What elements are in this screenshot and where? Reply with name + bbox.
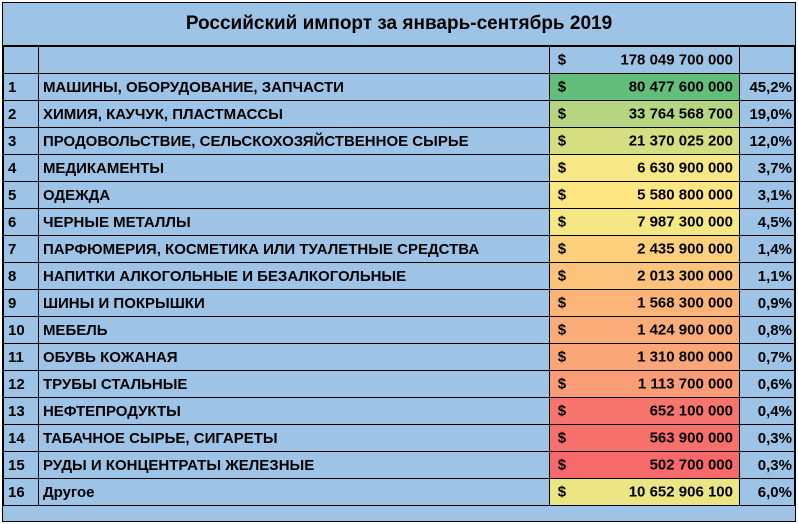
category-name: НЕФТЕПРОДУКТЫ bbox=[38, 398, 549, 425]
amount-cell bbox=[549, 398, 739, 425]
currency-symbol: $ bbox=[557, 375, 567, 393]
table-row bbox=[4, 398, 795, 425]
currency-symbol: $ bbox=[557, 240, 567, 258]
category-name: ТРУБЫ СТАЛЬНЫЕ bbox=[38, 371, 549, 398]
category-name: МАШИНЫ, ОБОРУДОВАНИЕ, ЗАПЧАСТИ bbox=[38, 74, 549, 101]
row-number: 6 bbox=[4, 209, 39, 236]
category-name: ШИНЫ И ПОКРЫШКИ bbox=[38, 290, 549, 317]
amount-value: 10 652 906 100 bbox=[628, 483, 733, 501]
row-number: 3 bbox=[4, 128, 39, 155]
category-name: ТАБАЧНОЕ СЫРЬЕ, СИГАРЕТЫ bbox=[38, 425, 549, 452]
table-row bbox=[4, 101, 795, 128]
currency-symbol: $ bbox=[557, 483, 567, 501]
percent-share: 1,1% bbox=[740, 263, 795, 290]
percent-share: 0,3% bbox=[740, 452, 795, 479]
amount-cell bbox=[549, 74, 739, 101]
amount-value: 6 630 900 000 bbox=[637, 159, 733, 177]
percent-share: 4,5% bbox=[740, 209, 795, 236]
table-row bbox=[4, 344, 795, 371]
percent-share: 1,4% bbox=[740, 236, 795, 263]
currency-symbol: $ bbox=[557, 105, 567, 123]
amount-cell bbox=[549, 317, 739, 344]
import-table bbox=[3, 46, 795, 506]
percent-share: 0,9% bbox=[740, 290, 795, 317]
amount-cell bbox=[549, 479, 739, 506]
amount-value: 1 568 300 000 bbox=[637, 294, 733, 312]
row-number: 11 bbox=[4, 344, 39, 371]
category-name: МЕБЕЛЬ bbox=[38, 317, 549, 344]
currency-symbol: $ bbox=[557, 402, 567, 420]
currency-symbol: $ bbox=[557, 159, 567, 177]
table-row bbox=[4, 479, 795, 506]
amount-value: 21 370 025 200 bbox=[628, 132, 733, 150]
amount-cell bbox=[549, 155, 739, 182]
table-row bbox=[4, 317, 795, 344]
table-row bbox=[4, 209, 795, 236]
amount-cell bbox=[549, 371, 739, 398]
currency-symbol: $ bbox=[557, 186, 567, 204]
amount-value: 563 900 000 bbox=[649, 429, 733, 447]
amount-value: 80 477 600 000 bbox=[628, 78, 733, 96]
amount-cell bbox=[549, 263, 739, 290]
amount-cell bbox=[549, 425, 739, 452]
amount-value: 7 987 300 000 bbox=[637, 213, 733, 231]
amount-cell bbox=[549, 344, 739, 371]
currency-symbol: $ bbox=[557, 132, 567, 150]
total-blank-name bbox=[38, 47, 549, 74]
row-number: 10 bbox=[4, 317, 39, 344]
table-row bbox=[4, 425, 795, 452]
amount-value: 5 580 800 000 bbox=[637, 186, 733, 204]
table-row bbox=[4, 74, 795, 101]
total-amount-cell bbox=[549, 47, 739, 74]
row-number: 8 bbox=[4, 263, 39, 290]
percent-share: 0,7% bbox=[740, 344, 795, 371]
amount-value: 652 100 000 bbox=[649, 402, 733, 420]
amount-cell bbox=[549, 209, 739, 236]
amount-cell bbox=[549, 182, 739, 209]
percent-share: 3,7% bbox=[740, 155, 795, 182]
total-row bbox=[4, 47, 795, 74]
amount-value: 2 013 300 000 bbox=[637, 267, 733, 285]
category-name: ПАРФЮМЕРИЯ, КОСМЕТИКА ИЛИ ТУАЛЕТНЫЕ СРЕДСТВА bbox=[38, 236, 549, 263]
amount-value: 2 435 900 000 bbox=[637, 240, 733, 258]
percent-share: 0,6% bbox=[740, 371, 795, 398]
amount-cell bbox=[549, 128, 739, 155]
table-row bbox=[4, 128, 795, 155]
total-blank-pct bbox=[740, 47, 795, 74]
amount-value: 1 310 800 000 bbox=[637, 348, 733, 366]
table-row bbox=[4, 263, 795, 290]
amount-value: 502 700 000 bbox=[649, 456, 733, 474]
row-number: 16 bbox=[4, 479, 39, 506]
percent-share: 0,3% bbox=[740, 425, 795, 452]
percent-share: 12,0% bbox=[740, 128, 795, 155]
amount-cell bbox=[549, 452, 739, 479]
row-number: 7 bbox=[4, 236, 39, 263]
amount-value: 1 113 700 000 bbox=[637, 375, 733, 393]
category-name: ПРОДОВОЛЬСТВИЕ, СЕЛЬСКОХОЗЯЙСТВЕННОЕ СЫРЬЕ bbox=[38, 128, 549, 155]
category-name: НАПИТКИ АЛКОГОЛЬНЫЕ И БЕЗАЛКОГОЛЬНЫЕ bbox=[38, 263, 549, 290]
percent-share: 0,4% bbox=[740, 398, 795, 425]
currency-symbol: $ bbox=[557, 267, 567, 285]
currency-symbol: $ bbox=[557, 78, 567, 96]
row-number: 4 bbox=[4, 155, 39, 182]
amount-cell bbox=[549, 290, 739, 317]
total-blank-num bbox=[4, 47, 39, 74]
category-name: ХИМИЯ, КАУЧУК, ПЛАСТМАССЫ bbox=[38, 101, 549, 128]
total-currency: $ bbox=[557, 51, 567, 69]
currency-symbol: $ bbox=[557, 348, 567, 366]
row-number: 9 bbox=[4, 290, 39, 317]
percent-share: 45,2% bbox=[740, 74, 795, 101]
table-title: Российский импорт за январь-сентябрь 2019 bbox=[3, 3, 795, 46]
row-number: 15 bbox=[4, 452, 39, 479]
category-name: ЧЕРНЫЕ МЕТАЛЛЫ bbox=[38, 209, 549, 236]
row-number: 12 bbox=[4, 371, 39, 398]
spreadsheet bbox=[2, 2, 796, 522]
currency-symbol: $ bbox=[557, 213, 567, 231]
category-name: Другое bbox=[38, 479, 549, 506]
table-row bbox=[4, 371, 795, 398]
amount-cell bbox=[549, 236, 739, 263]
amount-value: 1 424 900 000 bbox=[637, 321, 733, 339]
amount-cell bbox=[549, 101, 739, 128]
percent-share: 3,1% bbox=[740, 182, 795, 209]
table-row bbox=[4, 452, 795, 479]
amount-value: 33 764 568 700 bbox=[628, 105, 733, 123]
currency-symbol: $ bbox=[557, 321, 567, 339]
percent-share: 6,0% bbox=[740, 479, 795, 506]
total-amount: 178 049 700 000 bbox=[620, 51, 733, 69]
category-name: МЕДИКАМЕНТЫ bbox=[38, 155, 549, 182]
row-number: 13 bbox=[4, 398, 39, 425]
category-name: ОБУВЬ КОЖАНАЯ bbox=[38, 344, 549, 371]
table-row bbox=[4, 182, 795, 209]
table-row bbox=[4, 290, 795, 317]
table-row bbox=[4, 236, 795, 263]
row-number: 5 bbox=[4, 182, 39, 209]
category-name: РУДЫ И КОНЦЕНТРАТЫ ЖЕЛЕЗНЫЕ bbox=[38, 452, 549, 479]
row-number: 2 bbox=[4, 101, 39, 128]
currency-symbol: $ bbox=[557, 456, 567, 474]
percent-share: 0,8% bbox=[740, 317, 795, 344]
percent-share: 19,0% bbox=[740, 101, 795, 128]
currency-symbol: $ bbox=[557, 429, 567, 447]
currency-symbol: $ bbox=[557, 294, 567, 312]
table-row bbox=[4, 155, 795, 182]
row-number: 14 bbox=[4, 425, 39, 452]
category-name: ОДЕЖДА bbox=[38, 182, 549, 209]
row-number: 1 bbox=[4, 74, 39, 101]
